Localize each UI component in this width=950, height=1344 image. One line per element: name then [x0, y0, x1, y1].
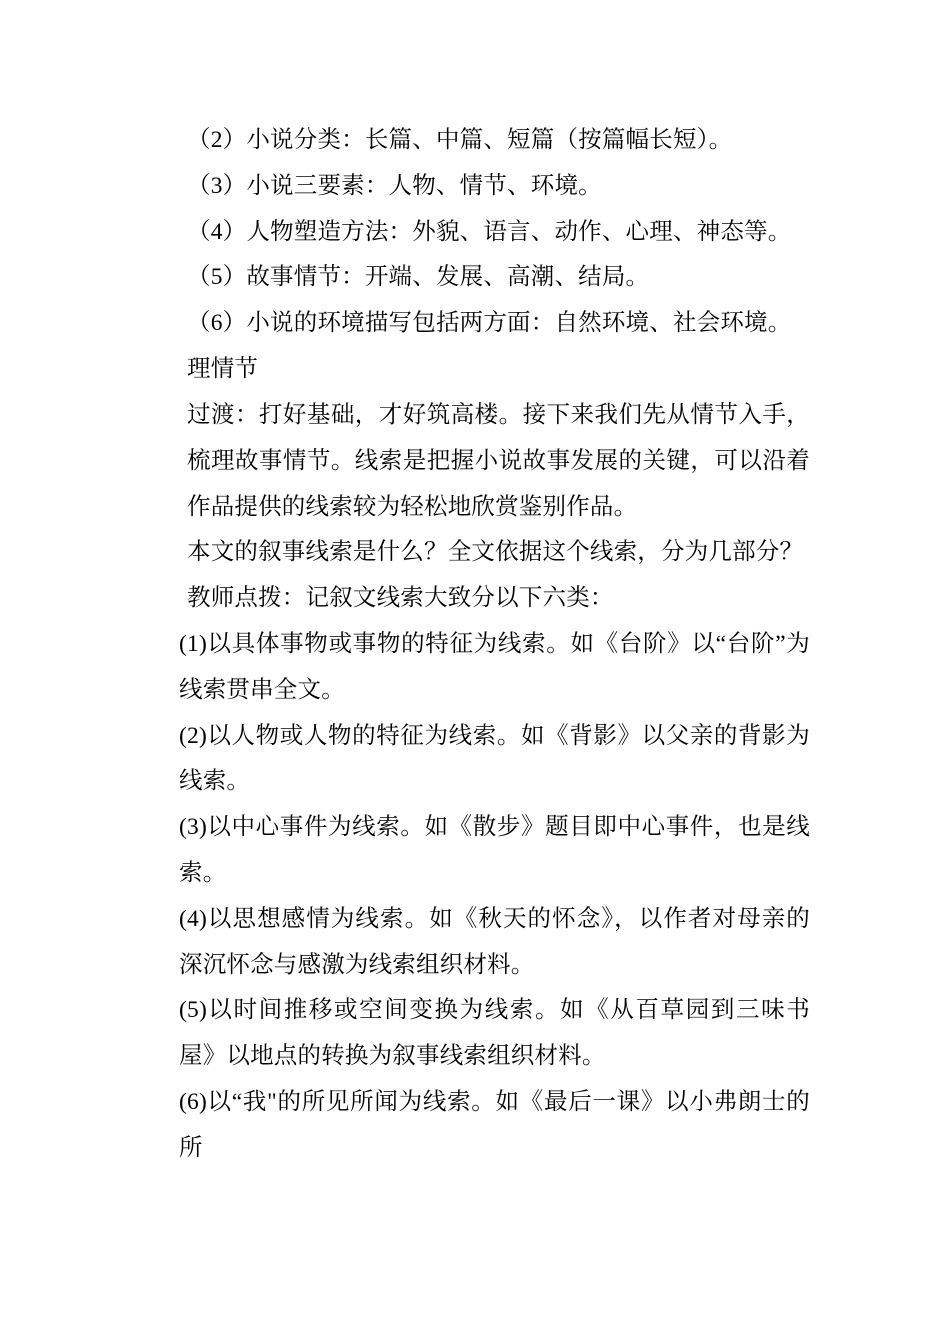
- paragraph-huanjing-miaoxie: （6）小说的环境描写包括两方面：自然环境、社会环境。: [187, 310, 792, 337]
- paragraph-li-qingjie: 理情节: [187, 356, 259, 383]
- paragraph-jiaoshi-dianbo: 教师点拨：记叙文线索大致分以下六类：: [187, 585, 614, 612]
- paragraph-renwu-suzao: （4）人物塑造方法：外貌、语言、动作、心理、神态等。: [187, 218, 792, 245]
- paragraph-xiaoshuo-fenlei: （2）小说分类：长篇、中篇、短篇（按篇幅长短）。: [187, 127, 733, 153]
- paragraph-leixing-2: (2)以人物或人物的特征为线索。如《背影》以父亲的背影为线索。: [179, 722, 810, 795]
- paragraph-gushi-qingjie: （5）故事情节：开端、发展、高潮、结局。: [187, 264, 650, 291]
- paragraph-wenti-xiansuo: 本文的叙事线索是什么？全文依据这个线索，分为几部分？: [187, 539, 804, 566]
- paragraph-leixing-4: (4)以思想感情为线索。如《秋天的怀念》，以作者对母亲的深沉怀念与感激为线索组织材料。: [179, 905, 810, 978]
- paragraph-leixing-6: (6)以“我"的所见所闻为线索。如《最后一课》以小弗朗士的所: [179, 1089, 810, 1161]
- paragraph-leixing-5: (5)以时间推移或空间变换为线索。如《从百草园到三味书屋》以地点的转换为叙事线索组织材料。: [179, 997, 810, 1070]
- paragraph-sanyaosu: （3）小说三要素：人物、情节、环境。: [187, 172, 602, 199]
- paragraph-leixing-1: (1)以具体事物或事物的特征为线索。如《台阶》以“台阶”为线索贯串全文。: [179, 630, 810, 703]
- paragraph-leixing-3: (3)以中心事件为线索。如《散步》题目即中心事件，也是线索。: [179, 814, 810, 886]
- paragraph-guodu: 过渡：打好基础，才好筑高楼。接下来我们先从情节入手，梳理故事情节。线索是把握小说故事发展的关键，可以沿着作品提供的线索较为轻松地欣赏鉴别作品。: [187, 401, 810, 520]
- document-body: [165, 118, 810, 1172]
